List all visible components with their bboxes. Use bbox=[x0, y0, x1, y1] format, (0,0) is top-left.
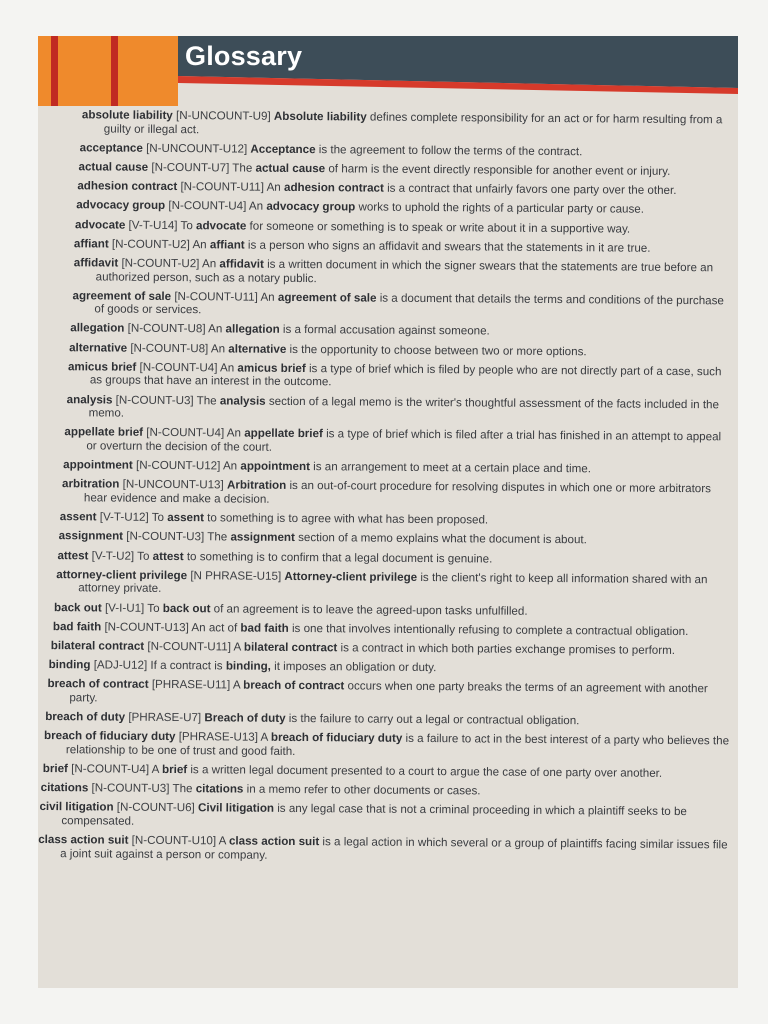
entry-definition: for someone or something is to speak or write about it in a supportive way. bbox=[249, 219, 631, 236]
glossary-entry bbox=[53, 620, 730, 639]
entry-part-of-speech: [N-COUNT-U7] bbox=[151, 160, 230, 175]
banner-bar-right bbox=[111, 36, 118, 106]
entry-definition: to something is to confirm that a legal document is genuine. bbox=[186, 549, 493, 566]
entry-part-of-speech: [N-UNCOUNT-U12] bbox=[146, 141, 248, 156]
entry-part-of-speech: [V-T-U12] bbox=[99, 510, 149, 524]
entry-definition-lead: An act of bbox=[191, 620, 238, 635]
entry-part-of-speech: [N-COUNT-U6] bbox=[116, 800, 195, 815]
entry-term: appellate brief bbox=[64, 425, 144, 440]
glossary-entry bbox=[76, 199, 733, 218]
glossary-entry bbox=[57, 549, 730, 568]
glossary-entry bbox=[43, 762, 729, 781]
entry-definition-lead: An bbox=[192, 237, 207, 252]
entry-term: affidavit bbox=[73, 256, 119, 270]
entry-part-of-speech: [N-COUNT-U4] bbox=[139, 360, 218, 375]
entry-definition-lead: The bbox=[207, 530, 228, 544]
entry-definition-term: breach of fiduciary duty bbox=[270, 731, 403, 746]
entry-definition: is the agreement to follow the terms of the contract. bbox=[318, 142, 583, 159]
glossary-entry bbox=[82, 108, 734, 140]
entry-definition-term: agreement of sale bbox=[277, 290, 377, 305]
entry-definition: in a memo refer to other documents or cases. bbox=[246, 782, 481, 798]
entry-definition: is a written legal document presented to a court to argue the case of one party over another. bbox=[190, 763, 663, 780]
entry-definition: it imposes an obligation or duty. bbox=[274, 659, 437, 675]
entry-term: breach of contract bbox=[47, 677, 149, 692]
entry-term: back out bbox=[54, 600, 102, 614]
glossary-entry bbox=[78, 160, 733, 179]
entry-term: acceptance bbox=[79, 141, 143, 155]
banner-orange-block bbox=[38, 36, 178, 106]
entry-definition: is a written document in which the signer swears that the statements are true before an authorized person, such as a notary public. bbox=[95, 257, 714, 285]
entry-definition-lead: An bbox=[201, 257, 217, 271]
entry-definition-term: bilateral contract bbox=[243, 640, 338, 655]
entry-part-of-speech: [N-COUNT-U11] bbox=[147, 639, 232, 654]
entry-definition-lead: An bbox=[219, 361, 235, 375]
entry-term: breach of fiduciary duty bbox=[44, 729, 176, 744]
banner-bar-left bbox=[51, 36, 58, 106]
entry-definition-lead: An bbox=[260, 290, 275, 304]
entry-definition-term: breach of contract bbox=[243, 678, 345, 693]
glossary-entry bbox=[64, 426, 731, 458]
entry-part-of-speech: [N-COUNT-U2] bbox=[111, 237, 190, 251]
entry-term: advocacy group bbox=[76, 198, 166, 213]
entry-definition-term: brief bbox=[161, 762, 188, 777]
entry-part-of-speech: [N PHRASE-U15] bbox=[190, 568, 282, 583]
entry-definition: is the client's right to keep all information shared with an attorney private. bbox=[78, 570, 708, 596]
entry-definition-term: Arbitration bbox=[226, 478, 287, 493]
entry-definition-lead: An bbox=[208, 322, 223, 336]
entry-part-of-speech: [N-COUNT-U8] bbox=[127, 322, 206, 336]
glossary-entry bbox=[47, 677, 729, 710]
glossary-entry bbox=[56, 568, 730, 600]
entry-definition-term: actual cause bbox=[255, 161, 326, 176]
entry-term: actual cause bbox=[78, 160, 149, 174]
glossary-entry bbox=[45, 710, 729, 729]
entry-definition: works to uphold the rights of a particular party or cause. bbox=[358, 200, 645, 217]
entry-definition-lead: A bbox=[260, 730, 268, 744]
entry-definition-term: advocate bbox=[196, 218, 247, 233]
entry-definition-lead: An bbox=[222, 459, 238, 473]
entry-term: assignment bbox=[58, 529, 124, 543]
entry-definition-lead: An bbox=[266, 180, 281, 195]
entry-term: binding bbox=[48, 658, 91, 672]
entry-definition: is a formal accusation against someone. bbox=[282, 323, 490, 338]
entry-definition-term: back out bbox=[162, 601, 211, 615]
glossary-entry bbox=[72, 289, 732, 321]
entry-definition-term: Acceptance bbox=[250, 142, 316, 156]
entry-term: arbitration bbox=[61, 477, 120, 491]
entry-definition: is any legal case that is not a criminal proceeding in which a plaintiff seeks to be compensated. bbox=[61, 802, 687, 828]
entry-definition-lead: The bbox=[196, 393, 217, 407]
glossary-entry bbox=[70, 322, 732, 341]
entry-part-of-speech: [N-COUNT-U11] bbox=[174, 289, 258, 304]
entry-definition-lead: To bbox=[180, 218, 193, 232]
entry-definition-term: class action suit bbox=[228, 834, 320, 849]
entry-definition-term: appellate brief bbox=[244, 426, 323, 441]
entry-definition: is a type of brief which is filed after a trial has finished in an attempt to appeal or overturn the decision of the court. bbox=[86, 427, 722, 454]
glossary-entry bbox=[44, 729, 729, 762]
entry-definition-term: Breach of duty bbox=[204, 711, 286, 725]
glossary-entry bbox=[77, 179, 733, 198]
entry-definition-lead: An bbox=[210, 341, 226, 356]
entry-definition-lead: A bbox=[232, 678, 240, 692]
entry-term: class action suit bbox=[38, 833, 129, 847]
entry-definition: is an out-of-court procedure for resolving disputes in which one or more arbitrators hear evidence and make a decision. bbox=[83, 479, 711, 506]
entry-definition: defines complete responsibility for an act or for harm resulting from a guilty or illegal act. bbox=[103, 110, 723, 136]
entry-definition-lead: An bbox=[248, 199, 264, 214]
entry-term: bilateral contract bbox=[50, 638, 145, 653]
entry-definition-term: adhesion contract bbox=[283, 181, 384, 195]
entry-part-of-speech: [N-COUNT-U4] bbox=[168, 199, 247, 213]
entry-term: attorney-client privilege bbox=[56, 567, 188, 582]
entry-definition-term: assignment bbox=[230, 530, 295, 545]
entry-definition-term: bad faith bbox=[240, 621, 289, 635]
entry-term: alternative bbox=[69, 340, 128, 355]
entry-definition: is a contract in which both parties exchange promises to perform. bbox=[340, 641, 676, 657]
glossary-entry bbox=[49, 658, 730, 677]
entry-definition-lead: If a contract is bbox=[150, 658, 223, 673]
glossary-entry bbox=[74, 237, 733, 256]
entry-part-of-speech: [V-T-U14] bbox=[128, 218, 178, 232]
entry-part-of-speech: [N-COUNT-U8] bbox=[130, 341, 209, 355]
entry-term: adhesion contract bbox=[77, 179, 178, 194]
entry-part-of-speech: [N-COUNT-U3] bbox=[126, 530, 205, 544]
entry-part-of-speech: [N-UNCOUNT-U13] bbox=[122, 478, 224, 492]
entry-definition-lead: A bbox=[218, 834, 226, 848]
entry-definition-term: binding, bbox=[225, 659, 271, 673]
entry-term: citations bbox=[40, 781, 89, 795]
entry-definition: is an arrangement to meet at a certain place and time. bbox=[313, 460, 591, 476]
entry-definition-lead: To bbox=[147, 601, 160, 615]
entry-definition-lead: The bbox=[172, 782, 193, 796]
glossary-entry bbox=[63, 458, 731, 477]
entry-part-of-speech: [N-COUNT-U13] bbox=[104, 620, 189, 634]
entry-definition: is a failure to act in the best interest of a party who believes the relationship to be one of trust and good faith. bbox=[65, 732, 730, 758]
entry-definition-term: Civil litigation bbox=[197, 801, 275, 816]
entry-part-of-speech: [PHRASE-U11] bbox=[151, 678, 231, 692]
entry-definition-lead: A bbox=[233, 640, 241, 654]
entry-definition: is the failure to carry out a legal or contractual obligation. bbox=[288, 711, 580, 728]
entry-definition-lead: To bbox=[151, 511, 165, 525]
entry-part-of-speech: [N-COUNT-U12] bbox=[135, 458, 221, 473]
entry-definition-term: analysis bbox=[219, 394, 266, 408]
entry-part-of-speech: [PHRASE-U7] bbox=[128, 710, 202, 725]
entry-part-of-speech: [PHRASE-U13] bbox=[178, 730, 259, 744]
entry-definition-lead: An bbox=[226, 426, 242, 440]
entry-part-of-speech: [N-COUNT-U4] bbox=[146, 426, 225, 440]
entry-part-of-speech: [N-COUNT-U2] bbox=[121, 256, 200, 271]
entry-term: agreement of sale bbox=[72, 288, 172, 303]
page-title: Glossary bbox=[185, 41, 303, 71]
entry-definition: is a type of brief which is filed by people who are not directly part of a case, such as groups that have an interest in the outcome. bbox=[89, 361, 722, 389]
glossary-entry bbox=[68, 360, 732, 392]
glossary-entry bbox=[38, 833, 728, 866]
entry-term: amicus brief bbox=[67, 360, 137, 374]
entry-definition: is a person who signs an affidavit and swears that the statements in it are true. bbox=[247, 238, 651, 255]
entry-term: breach of duty bbox=[45, 710, 126, 724]
glossary-entry bbox=[39, 800, 728, 833]
glossary-entry bbox=[59, 529, 731, 548]
entry-term: affiant bbox=[73, 236, 109, 251]
entry-definition-term: assent bbox=[167, 511, 205, 525]
entry-definition: is a contract that unfairly favors one party over the other. bbox=[387, 181, 677, 198]
glossary-entry bbox=[69, 341, 732, 360]
entry-part-of-speech: [N-COUNT-U3] bbox=[91, 781, 170, 796]
entry-definition: occurs when one party breaks the terms of an agreement with another party. bbox=[69, 679, 708, 705]
entry-term: assent bbox=[59, 510, 97, 524]
entry-definition-term: affiant bbox=[209, 238, 245, 252]
entry-part-of-speech: [N-COUNT-U10] bbox=[131, 833, 217, 848]
entry-part-of-speech: [ADJ-U12] bbox=[93, 658, 148, 672]
entry-definition: section of a legal memo is the writer's thoughtful assessment of the facts included in the memo. bbox=[88, 394, 720, 420]
entry-definition: is a document that details the terms and conditions of the purchase of goods or services. bbox=[94, 291, 724, 317]
entry-part-of-speech: [N-COUNT-U4] bbox=[71, 762, 150, 776]
entry-definition-term: appointment bbox=[240, 459, 311, 474]
entry-definition: to something is to agree with what has been proposed. bbox=[207, 511, 489, 527]
entry-definition-lead: To bbox=[137, 549, 150, 563]
entry-term: advocate bbox=[75, 217, 126, 232]
glossary-entry bbox=[54, 601, 730, 620]
glossary-banner bbox=[38, 36, 738, 118]
entry-definition-term: Absolute liability bbox=[273, 109, 367, 124]
glossary-entry bbox=[41, 781, 729, 800]
entry-definition: section of a memo explains what the document is about. bbox=[298, 531, 587, 547]
entry-part-of-speech: [V-I-U1] bbox=[104, 600, 145, 615]
entry-definition-term: allegation bbox=[225, 322, 280, 337]
glossary-entry bbox=[67, 393, 732, 425]
glossary-entry bbox=[51, 639, 730, 658]
entry-term: attest bbox=[57, 548, 89, 562]
entry-term: analysis bbox=[66, 392, 113, 407]
glossary-page bbox=[38, 36, 738, 988]
entry-definition: is the opportunity to choose between two or more options. bbox=[289, 342, 587, 358]
entry-definition-term: amicus brief bbox=[237, 361, 306, 375]
entry-definition: is a legal action in which several or a group of plaintiffs facing similar issues file a joint suit against a person or company. bbox=[60, 835, 728, 862]
entry-definition-term: attest bbox=[152, 549, 184, 563]
entry-part-of-speech: [N-UNCOUNT-U9] bbox=[175, 109, 271, 123]
entry-definition-lead: The bbox=[232, 161, 253, 175]
entry-part-of-speech: [V-T-U2] bbox=[91, 548, 135, 563]
entry-term: absolute liability bbox=[81, 108, 173, 123]
entry-definition: is one that involves intentionally refusing to complete a contractual obligation. bbox=[291, 621, 689, 638]
entry-definition-lead: A bbox=[151, 762, 159, 776]
entry-part-of-speech: [N-COUNT-U11] bbox=[180, 180, 265, 194]
entry-term: brief bbox=[42, 762, 68, 776]
entry-definition: of an agreement is to leave the agreed-upon tasks unfulfilled. bbox=[213, 601, 528, 618]
glossary-entry bbox=[62, 478, 731, 510]
entry-definition-term: citations bbox=[195, 782, 244, 796]
glossary-entries bbox=[38, 108, 734, 871]
entry-definition-term: advocacy group bbox=[266, 200, 356, 214]
entry-term: appointment bbox=[63, 458, 133, 472]
glossary-entry bbox=[80, 141, 734, 160]
glossary-entry bbox=[60, 510, 731, 529]
entry-definition-term: Attorney-client privilege bbox=[284, 569, 418, 584]
entry-term: allegation bbox=[70, 321, 125, 336]
glossary-entry bbox=[74, 256, 733, 288]
entry-part-of-speech: [N-COUNT-U3] bbox=[115, 393, 194, 407]
entry-definition: of harm is the event directly responsible for another event or injury. bbox=[328, 162, 671, 178]
entry-definition-term: alternative bbox=[228, 342, 287, 356]
entry-term: civil litigation bbox=[39, 800, 114, 814]
entry-definition-term: affidavit bbox=[219, 257, 264, 271]
entry-term: bad faith bbox=[52, 619, 102, 634]
glossary-entry bbox=[75, 218, 733, 237]
